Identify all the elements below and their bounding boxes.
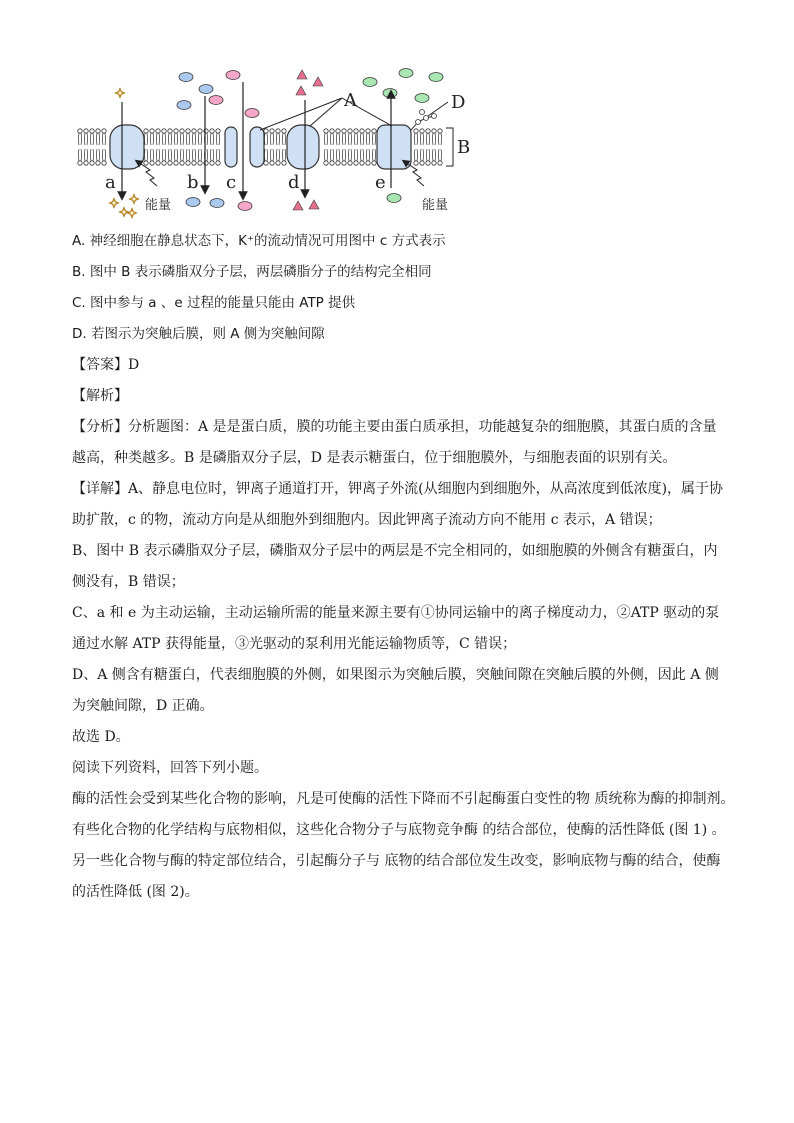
reading-line-2: 有些化合物的化学结构与底物相似，这些化合物分子与底物竞争酶 的结合部位，使酶的活性降低 (图 1) 。 bbox=[72, 822, 726, 838]
phospholipid-head bbox=[90, 149, 94, 165]
option-C: C. 图中参与 a 、e 过程的能量只能由 ATP 提供 bbox=[72, 295, 356, 311]
phospholipid-head bbox=[414, 149, 418, 165]
phospholipid-head bbox=[210, 129, 214, 145]
blue-molecule bbox=[186, 198, 200, 207]
phospholipid-head bbox=[198, 129, 202, 145]
phospholipid-head bbox=[324, 149, 328, 165]
phospholipid-head bbox=[216, 149, 220, 165]
phospholipid-head bbox=[96, 129, 100, 145]
phospholipid-head bbox=[426, 149, 430, 165]
xiangjie-line-5: C、a 和 e 为主动运输，主动运输所需的能量来源主要有①协同运输中的离子梯度动力，②ATP 驱动的泵 bbox=[72, 605, 720, 621]
phospholipid-head bbox=[348, 149, 352, 165]
phospholipid-head bbox=[84, 149, 88, 165]
blue-molecule bbox=[177, 101, 191, 110]
phospholipid-head bbox=[282, 129, 286, 145]
phospholipid-head bbox=[150, 149, 154, 165]
phospholipid-head bbox=[282, 149, 286, 165]
phospholipid-head bbox=[90, 129, 94, 145]
phospholipid-head bbox=[420, 129, 424, 145]
protein-d bbox=[287, 125, 319, 169]
triangle-molecule bbox=[313, 77, 323, 86]
membrane-svg bbox=[72, 60, 482, 220]
reading-intro: 阅读下列资料，回答下列小题。 bbox=[72, 760, 268, 776]
xiangjie-line-3: B、图中 B 表示磷脂双分子层，磷脂双分子层中的两层是不完全相同的，如细胞膜的外侧含有糖蛋白，内 bbox=[72, 543, 718, 559]
label-energy-left: 能量 bbox=[145, 198, 172, 213]
pink-molecule bbox=[209, 96, 223, 105]
fenxi-line-1: 分析题图：A 是是蛋白质，膜的功能主要由蛋白质承担，功能越复杂的细胞膜，其蛋白质的含量 bbox=[128, 419, 717, 435]
blue-molecule bbox=[210, 199, 224, 208]
pointer-A-2 bbox=[310, 98, 342, 126]
phospholipid-head bbox=[366, 129, 370, 145]
label-D: D bbox=[451, 92, 466, 113]
xiangjie-line-4: 侧没有，B 错误； bbox=[72, 574, 185, 590]
phospholipid-head bbox=[102, 129, 106, 145]
reading-line-3: 另一些化合物与酶的特定部位结合，引起酶分子与 底物的结合部位发生改变，影响底物与酶的结合，使酶 bbox=[72, 853, 721, 869]
triangle-molecule bbox=[309, 200, 319, 209]
phospholipid-head bbox=[180, 129, 184, 145]
blue-molecule bbox=[199, 85, 213, 94]
phospholipid-head bbox=[168, 149, 172, 165]
phospholipid-head bbox=[438, 149, 442, 165]
phospholipid-head bbox=[330, 149, 334, 165]
phospholipid-head bbox=[276, 149, 280, 165]
phospholipid-head bbox=[84, 129, 88, 145]
phospholipid-head bbox=[420, 149, 424, 165]
phospholipid-head bbox=[186, 149, 190, 165]
xiangjie-line-1: A、静息电位时，钾离子通道打开，钾离子外流(从细胞内到细胞外，从高浓度到低浓度)，属于协 bbox=[128, 481, 724, 497]
phospholipid-head bbox=[276, 129, 280, 145]
xiangjie-line-2: 助扩散，c 的物，流动方向是从细胞外到细胞内。因此钾离子流动方向不能用 c 表示，A 错误； bbox=[72, 512, 662, 528]
phospholipid-head bbox=[216, 129, 220, 145]
xiangjie-line-7: D、A 侧含有糖蛋白，代表细胞膜的外侧，如果图示为突触后膜，突触间隙在突触后膜的外侧，因此 A 侧 bbox=[72, 667, 719, 683]
pink-molecule bbox=[226, 71, 240, 80]
triangle-molecule bbox=[296, 86, 306, 95]
phospholipid-head bbox=[324, 129, 328, 145]
phospholipid-head bbox=[96, 149, 100, 165]
label-B: B bbox=[457, 137, 471, 158]
pink-molecule bbox=[245, 109, 259, 118]
phospholipid-head bbox=[360, 129, 364, 145]
phospholipid-head bbox=[426, 129, 430, 145]
triangle-molecule bbox=[297, 70, 307, 79]
phospholipid-head bbox=[162, 129, 166, 145]
option-A: A. 神经细胞在静息状态下，K⁺的流动情况可用图中 c 方式表示 bbox=[72, 233, 446, 249]
reading-line-4: 的活性降低 (图 2)。 bbox=[72, 884, 199, 900]
phospholipid-head bbox=[156, 149, 160, 165]
answer-value: D bbox=[128, 357, 140, 373]
phospholipid-head bbox=[198, 149, 202, 165]
phospholipid-head bbox=[372, 129, 376, 145]
reading-section bbox=[72, 753, 735, 908]
phospholipid-head bbox=[186, 129, 190, 145]
phospholipid-head bbox=[432, 129, 436, 145]
phospholipid-head bbox=[192, 129, 196, 145]
phospholipid-head bbox=[156, 129, 160, 145]
label-b: b bbox=[187, 172, 199, 193]
phospholipid-head bbox=[342, 149, 346, 165]
phospholipid-head bbox=[354, 129, 358, 145]
label-e: e bbox=[375, 172, 386, 193]
phospholipid-head bbox=[366, 149, 370, 165]
xiangjie-line-8: 为突触间隙，D 正确。 bbox=[72, 698, 214, 714]
analysis-tag: 【解析】 bbox=[72, 388, 128, 404]
green-molecule bbox=[415, 94, 429, 103]
phospholipid-head bbox=[354, 149, 358, 165]
channel-c-right bbox=[250, 127, 264, 167]
fenxi-tag: 【分析】 bbox=[72, 419, 128, 435]
conclusion: 故选 D。 bbox=[72, 729, 130, 745]
phospholipid-head bbox=[78, 149, 82, 165]
phospholipid-head bbox=[78, 129, 82, 145]
xiangjie-tag: 【详解】 bbox=[72, 481, 128, 497]
channel-c-left bbox=[225, 127, 237, 167]
phospholipid-head bbox=[342, 129, 346, 145]
triangle-molecule bbox=[293, 201, 303, 210]
phospholipid-head bbox=[180, 149, 184, 165]
label-A: A bbox=[344, 90, 357, 111]
energy-zigzag-a bbox=[138, 162, 157, 186]
phospholipid-head bbox=[174, 149, 178, 165]
answer-tag: 【答案】 bbox=[72, 357, 128, 373]
green-molecule bbox=[363, 78, 377, 87]
phospholipid-head bbox=[162, 149, 166, 165]
star-molecules-bottom bbox=[109, 194, 139, 218]
green-molecule bbox=[399, 69, 413, 78]
page-content bbox=[72, 60, 735, 908]
green-molecule bbox=[387, 194, 401, 203]
fenxi-line-2: 越高，种类越多。B 是磷脂双分子层，D 是表示糖蛋白，位于细胞膜外，与细胞表面的识别有关。 bbox=[72, 450, 677, 466]
option-D: D. 若图示为突触后膜，则 A 侧为突触间隙 bbox=[72, 326, 325, 342]
answer-line bbox=[72, 350, 732, 381]
phospholipid-head bbox=[270, 149, 274, 165]
option-B: B. 图中 B 表示磷脂双分子层，两层磷脂分子的结构完全相同 bbox=[72, 264, 432, 280]
blue-molecule bbox=[179, 73, 193, 82]
phospholipid-head bbox=[438, 129, 442, 145]
phospholipid-head bbox=[102, 149, 106, 165]
phospholipid-head bbox=[432, 149, 436, 165]
phospholipid-head bbox=[168, 129, 172, 145]
green-molecule bbox=[383, 89, 397, 98]
analysis-section bbox=[72, 412, 732, 753]
phospholipid-head bbox=[210, 149, 214, 165]
option-list bbox=[72, 226, 732, 350]
label-a: a bbox=[105, 172, 116, 193]
bracket-B bbox=[446, 128, 453, 166]
phospholipid-head bbox=[336, 149, 340, 165]
reading-line-1: 酶的活性会受到某些化合物的影响，凡是可使酶的活性下降而不引起酶蛋白变性的物 质统称为酶的抑制剂。 bbox=[72, 791, 735, 807]
pink-molecule bbox=[238, 202, 252, 211]
star-molecule-top bbox=[115, 88, 125, 98]
xiangjie-line-6: 通过水解 ATP 获得能量，③光驱动的泵利用光能运输物质等，C 错误； bbox=[72, 636, 517, 652]
phospholipid-head bbox=[192, 149, 196, 165]
phospholipid-head bbox=[174, 129, 178, 145]
green-molecule bbox=[429, 73, 443, 82]
phospholipid-head bbox=[330, 129, 334, 145]
label-d: d bbox=[288, 172, 300, 193]
phospholipid-head bbox=[150, 129, 154, 145]
pointer-D bbox=[428, 102, 448, 116]
label-c: c bbox=[226, 172, 237, 193]
phospholipid-head bbox=[348, 129, 352, 145]
phospholipid-head bbox=[372, 149, 376, 165]
phospholipid-head bbox=[360, 149, 364, 165]
membrane-diagram bbox=[72, 60, 482, 220]
phospholipid-head bbox=[414, 129, 418, 145]
phospholipid-head bbox=[336, 129, 340, 145]
label-energy-right: 能量 bbox=[422, 198, 449, 213]
phospholipid-head bbox=[270, 129, 274, 145]
